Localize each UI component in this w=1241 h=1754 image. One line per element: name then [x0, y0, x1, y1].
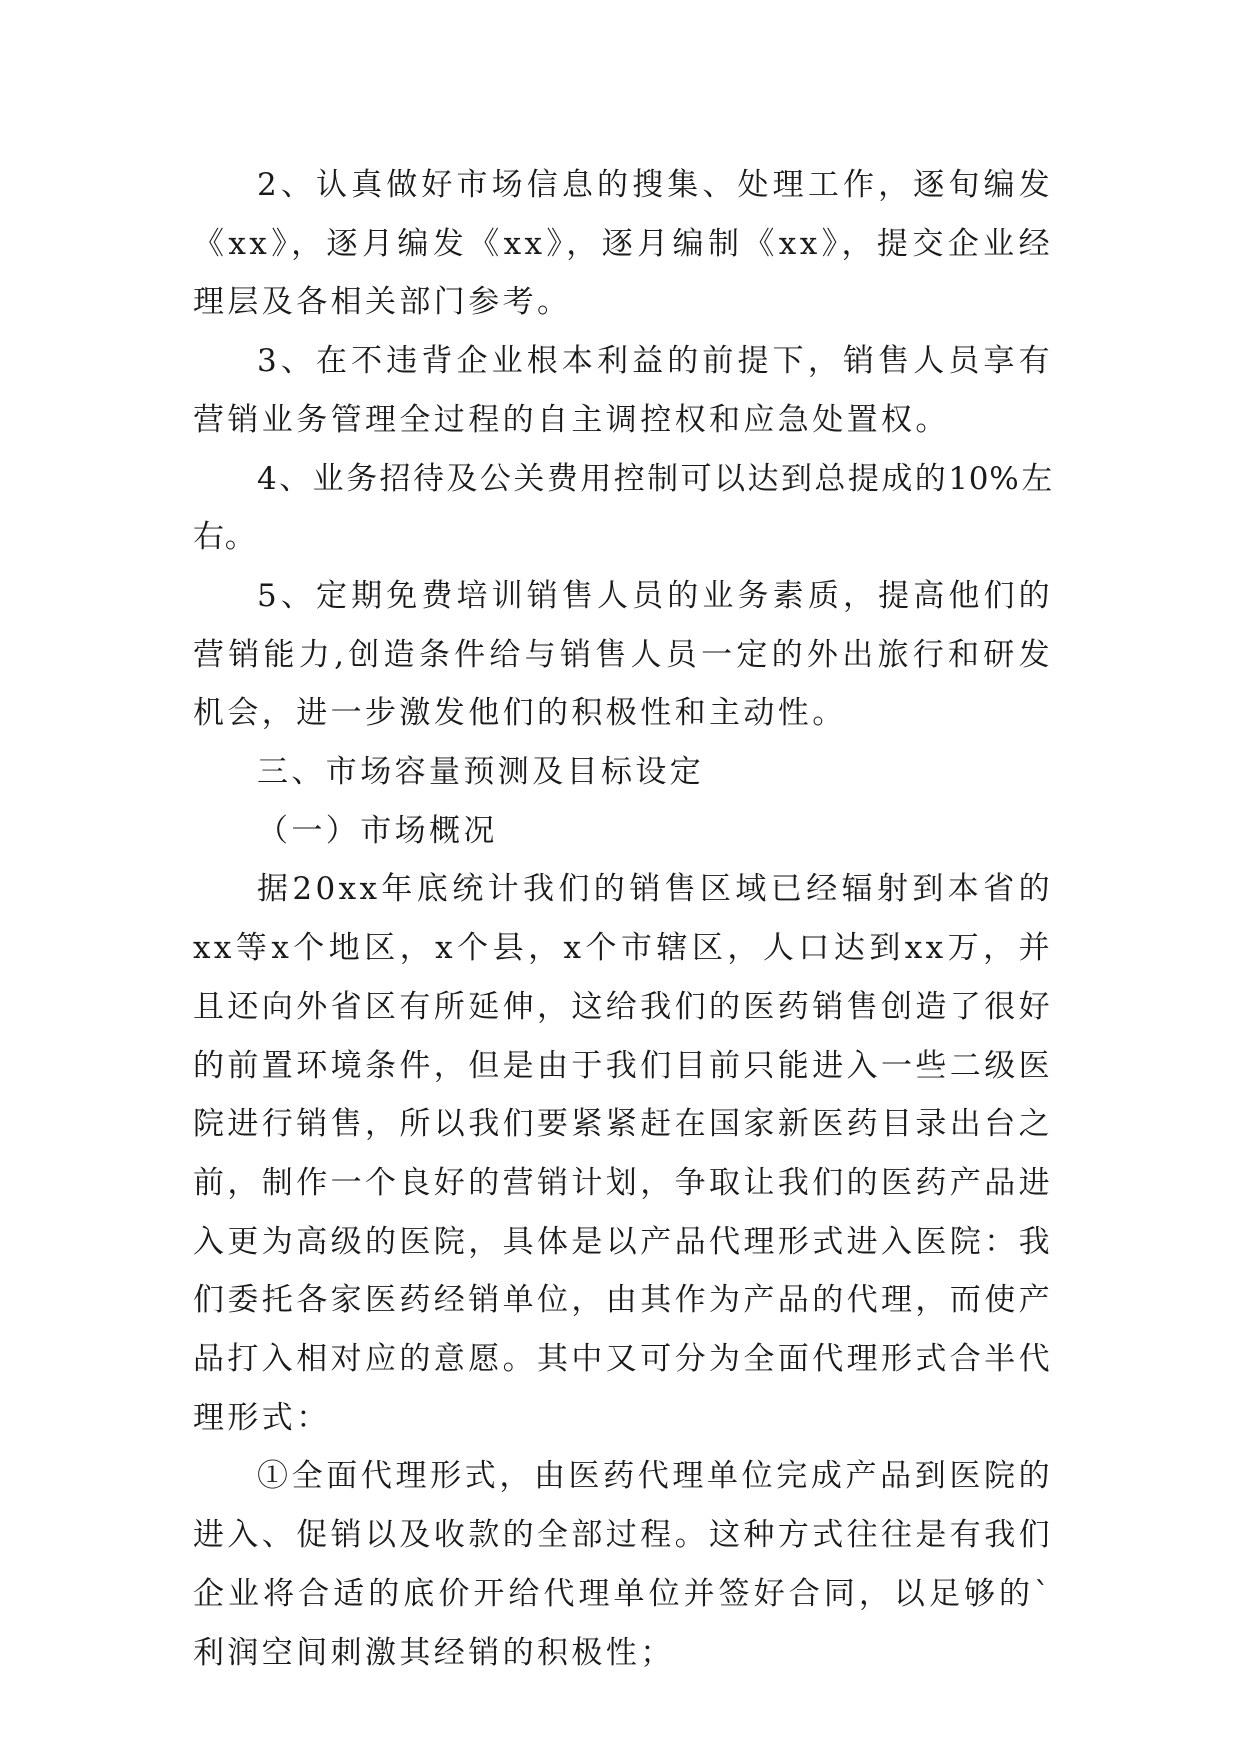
document-body	[193, 156, 1053, 1682]
paragraph-full-agency: ①全面代理形式，由医药代理单位完成产品到医院的进入、促销以及收款的全部过程。这种方式往往是有我们企业将合适的底价开给代理单位并签好合同，以足够的`利润空间刺激其经销的积极性；	[193, 1458, 1053, 1671]
paragraph-item-3: 3、在不违背企业根本利益的前提下，销售人员享有营销业务管理全过程的自主调控权和应急处置权。	[193, 343, 1053, 438]
paragraph-item-4: 4、业务招待及公关费用控制可以达到总提成的10%左右。	[193, 460, 1053, 556]
paragraph-market-overview: 据20xx年底统计我们的销售区域已经辐射到本省的xx等x个地区，x个县，x个市辖区，人口达到xx万，并且还向外省区有所延伸，这给我们的医药销售创造了很好的前置环境条件，但是由于我们目前只能进入一些二级医院进行销售，所以我们要紧紧赶在国家新医药目录出台之前，制作一个良好的营销计划，争取让我们的医药产品进入更为高级的医院，具体是以产品代理形式进入医院：我们委托各家医药经销单位，由其作为产品的代理，而使产品打入相对应的意愿。其中又可分为全面代理形式合半代理形式：	[193, 871, 1053, 1436]
paragraph-item-5: 5、定期免费培训销售人员的业务素质，提高他们的营销能力,创造条件给与销售人员一定的外出旅行和研发机会，进一步激发他们的积极性和主动性。	[193, 577, 1053, 732]
section-heading-3: 三、市场容量预测及目标设定	[257, 754, 705, 791]
paragraph-item-2: 2、认真做好市场信息的搜集、处理工作，逐旬编发《xx》，逐月编发《xx》，逐月编制《xx》，提交企业经理层及各相关部门参考。	[193, 167, 1053, 321]
subsection-heading-1: （一）市场概况	[257, 812, 498, 849]
